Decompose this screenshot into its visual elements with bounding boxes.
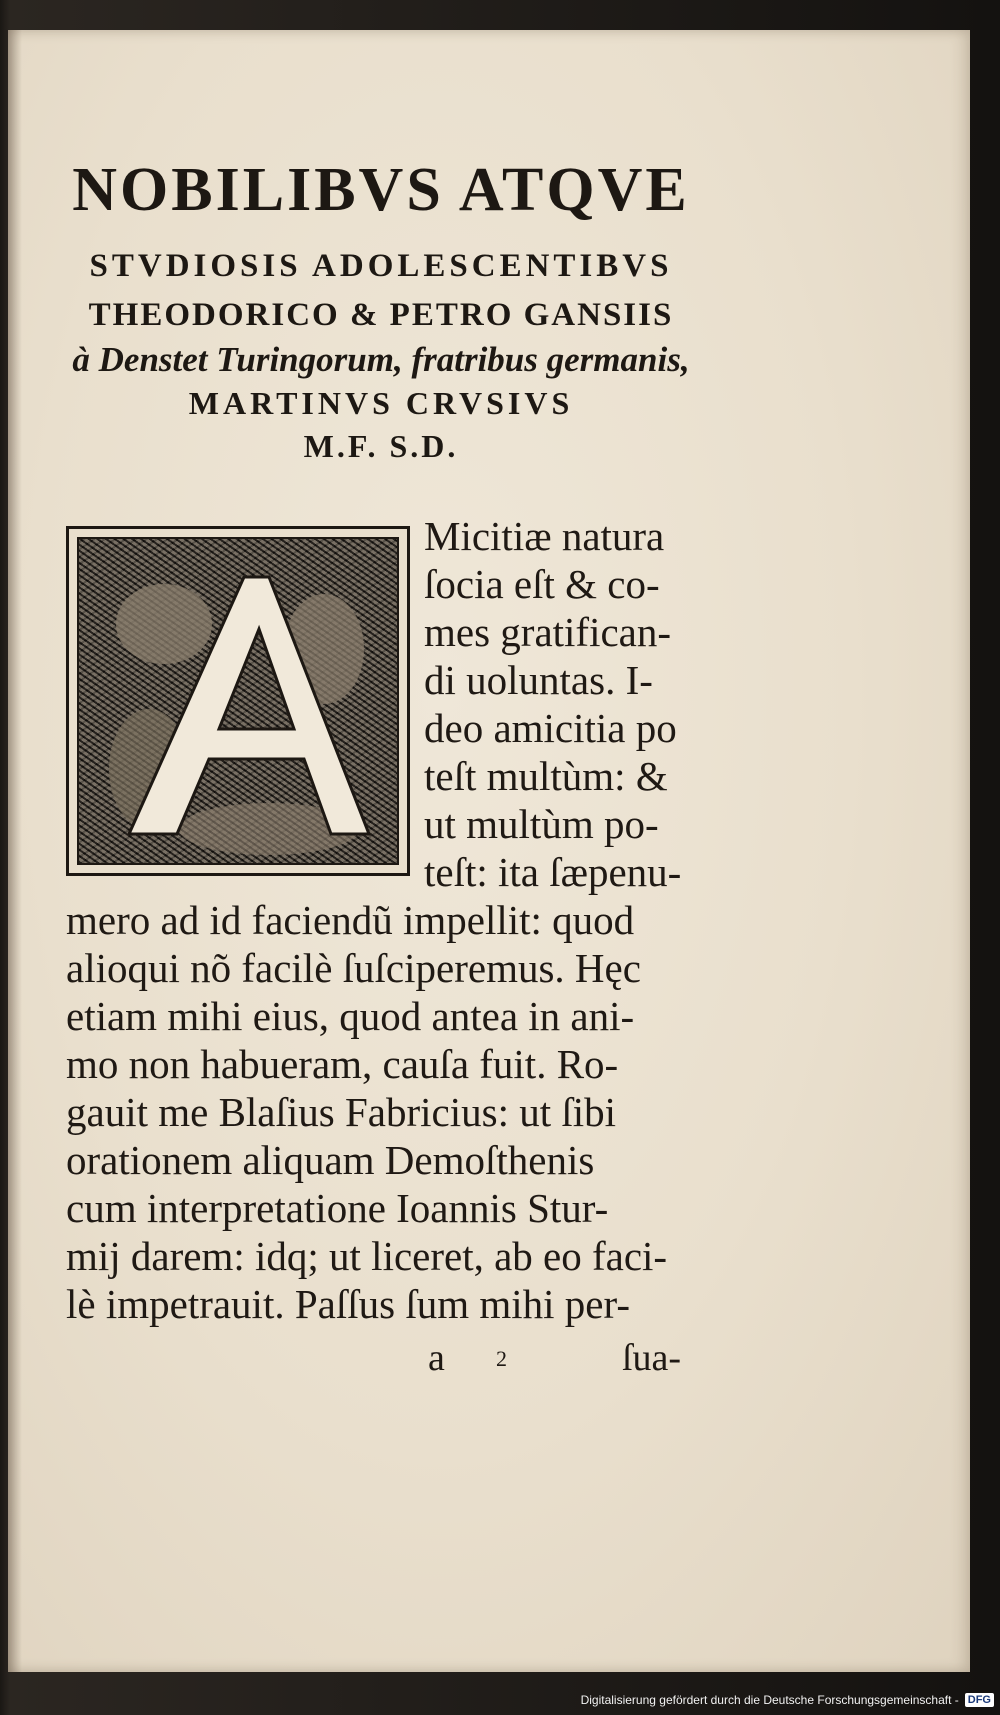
text-line: mero ad id faciendũ impellit: quod [66, 897, 635, 943]
full-width-text-block [66, 896, 716, 1328]
page-gutter-shadow [8, 30, 22, 1672]
signature-mark-letter: a [428, 1337, 445, 1379]
text-line: Micitiæ natura [424, 513, 665, 559]
catchword: ſua- [622, 1337, 682, 1379]
text-line: etiam mihi eius, quod antea in ani- [66, 993, 635, 1039]
decorated-initial-woodcut [66, 526, 410, 876]
heading-line-3: THEODORICO & PETRO GANSIIS [88, 297, 674, 333]
text-line: ſocia eſt & co- [424, 561, 660, 607]
text-line: mo non habueram, cauſa fuit. Ro- [66, 1041, 619, 1087]
text-line: di uoluntas. I- [424, 657, 653, 703]
heading-line-5: MARTINVS CRVSIVS [188, 385, 574, 421]
heading-line-6: M.F. S.D. [303, 428, 459, 464]
digitization-footer [581, 1691, 994, 1709]
dfg-logo: DFG [965, 1693, 994, 1707]
heading-line-2: STVDIOSIS ADOLESCENTIBVS [89, 248, 673, 284]
text-line: ut multùm po- [424, 801, 659, 847]
text-line: alioqui nõ facilè ſuſciperemus. Hęc [66, 945, 641, 991]
text-line: teſt multùm: & [424, 753, 668, 799]
signature-mark-number: 2 [496, 1346, 507, 1371]
text-line: cum interpretatione Ioannis Stur- [66, 1185, 609, 1231]
footer-credit-text: Digitalisierung gefördert durch die Deutsche Forschungsgemeinschaft - [580, 1693, 959, 1707]
text-line: mij darem: idq; ut liceret, ab eo faci- [66, 1233, 668, 1279]
text-line: teſt: ita ſæpenu- [424, 849, 682, 895]
wrapped-text-block [424, 512, 724, 896]
heading-line-4: à Denstet Turingorum, fratribus germanis, [72, 340, 690, 379]
text-line: lè impetrauit. Paſſus ſum mihi per- [66, 1281, 630, 1327]
initial-letter-a-graphic [69, 529, 407, 873]
heading-line-1: NOBILIBVS ATQVE [72, 156, 690, 224]
text-line: orationem aliquam Demoſthenis [66, 1137, 595, 1183]
text-line: deo amicitia po [424, 705, 677, 751]
text-line: gauit me Blaſius Fabricius: ut ſibi [66, 1089, 617, 1135]
text-line: mes gratifican- [424, 609, 672, 655]
